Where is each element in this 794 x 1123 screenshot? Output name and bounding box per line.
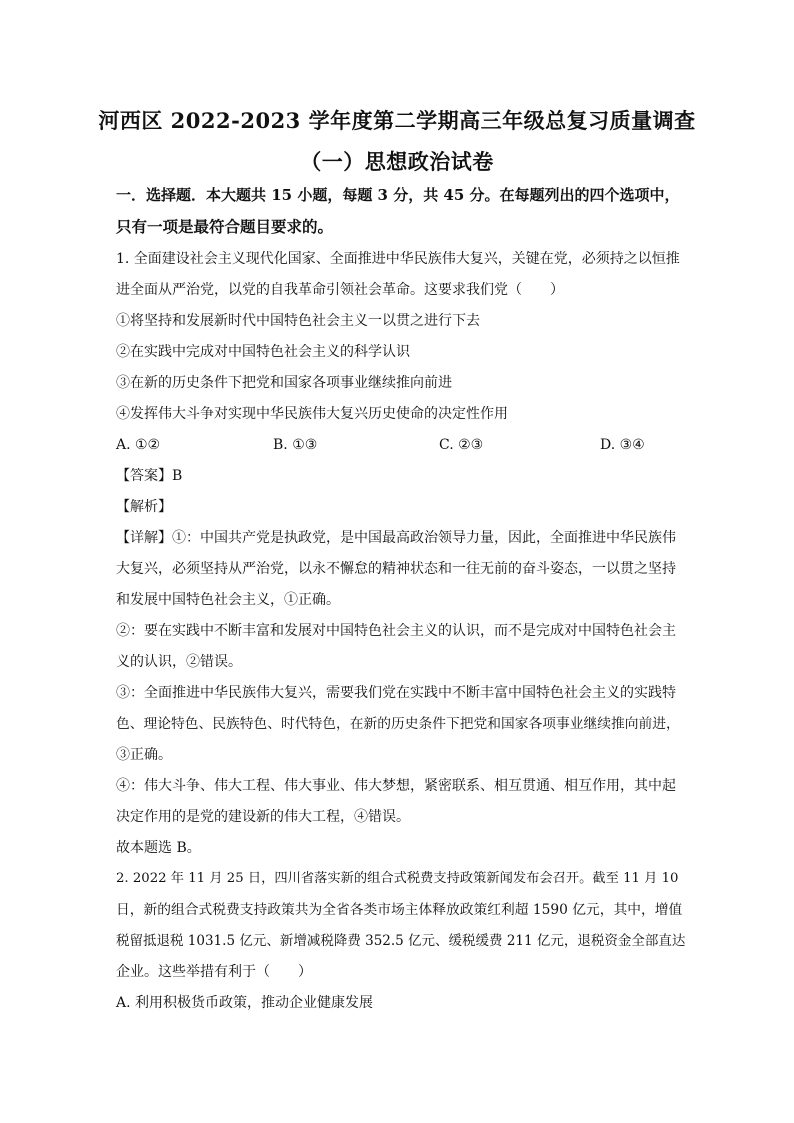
- q1-detail-line-2: 大复兴，必须坚持从严治党，以永不懈怠的精神状态和一往无前的奋斗姿态，一以贯之坚持: [116, 561, 676, 577]
- q2-option-a: A. 利用积极货币政策，推动企业健康发展: [116, 995, 374, 1011]
- q1-analysis-label: 【解析】: [116, 499, 172, 515]
- q1-detail-line-5: 义的认识，②错误。: [116, 654, 242, 670]
- q1-detail-line-7: 色、理论特色、民族特色、时代特色，在新的历史条件下把党和国家各项事业继续推向前进，: [116, 716, 680, 732]
- q2-stem-line-1: 2. 2022 年 11 月 25 日，四川省落实新的组合式税费支持政策新闻发布会召开。截至 11 月 10: [116, 871, 679, 886]
- q1-detail-line-10: 决定作用的是党的建设新的伟大工程，④错误。: [116, 809, 410, 825]
- section-heading: [116, 180, 686, 242]
- q1-detail-line-8: ③正确。: [116, 747, 172, 763]
- q1-item-2: ②在实践中完成对中国特色社会主义的科学认识: [116, 344, 410, 360]
- q1-detail-line-3: 和发展中国特色社会主义，①正确。: [116, 592, 340, 608]
- q2-stem-line-3: 税留抵退税 1031.5 亿元、新增减税降费 352.5 亿元、缓税缓费 211 亿元，退税资金全部直达: [116, 933, 686, 949]
- q1-item-1: ①将坚持和发展新时代中国特色社会主义一以贯之进行下去: [116, 313, 480, 329]
- q1-stem-line-1: 1. 全面建设社会主义现代化国家、全面推进中华民族伟大复兴，关键在党，必须持之以恒推: [116, 251, 680, 267]
- q1-detail-line-6: ③：全面推进中华民族伟大复兴，需要我们党在实践中不断丰富中国特色社会主义的实践特: [116, 685, 676, 701]
- q1-item-4: ④发挥伟大斗争对实现中华民族伟大复兴历史使命的决定性作用: [116, 406, 508, 422]
- q1-option-a: A. ①②: [116, 437, 161, 453]
- q2-stem-line-2: 日，新的组合式税费支持政策共为全省各类市场主体释放政策红利超 1590 亿元，其中，增值: [116, 902, 683, 918]
- q1-option-b: B. ①③: [273, 437, 318, 453]
- section-heading-line-1: 一．选择题．本大题共 15 小题，每题 3 分，共 45 分。在每题列出的四个选项中，: [116, 186, 680, 204]
- q1-detail-line-9: ④：伟大斗争、伟大工程、伟大事业、伟大梦想，紧密联系、相互贯通、相互作用，其中起: [116, 778, 676, 794]
- q1-option-d: D. ③④: [600, 437, 645, 453]
- q2-stem-line-4: 企业。这些举措有利于（ ）: [116, 964, 312, 980]
- q1-detail-line-4: ②：要在实践中不断丰富和发展对中国特色社会主义的认识，而不是完成对中国特色社会主: [116, 623, 676, 639]
- q1-detail-line-1: 【详解】①：中国共产党是执政党，是中国最高政治领导力量，因此，全面推进中华民族伟: [116, 530, 676, 546]
- q1-conclusion: 故本题选 B。: [116, 840, 201, 856]
- q1-option-c: C. ②③: [439, 437, 484, 453]
- q1-answer: 【答案】B: [116, 468, 183, 484]
- q1-stem-line-2: 进全面从严治党，以党的自我革命引领社会革命。这要求我们党（ ）: [116, 282, 564, 298]
- q1-item-3: ③在新的历史条件下把党和国家各项事业继续推向前进: [116, 375, 452, 391]
- section-heading-line-2: 只有一项是最符合题目要求的。: [116, 217, 334, 236]
- exam-title-line-1: 河西区 2022-2023 学年度第二学期高三年级总复习质量调查: [98, 108, 696, 133]
- exam-title-line-2: （一）思想政治试卷: [300, 149, 494, 174]
